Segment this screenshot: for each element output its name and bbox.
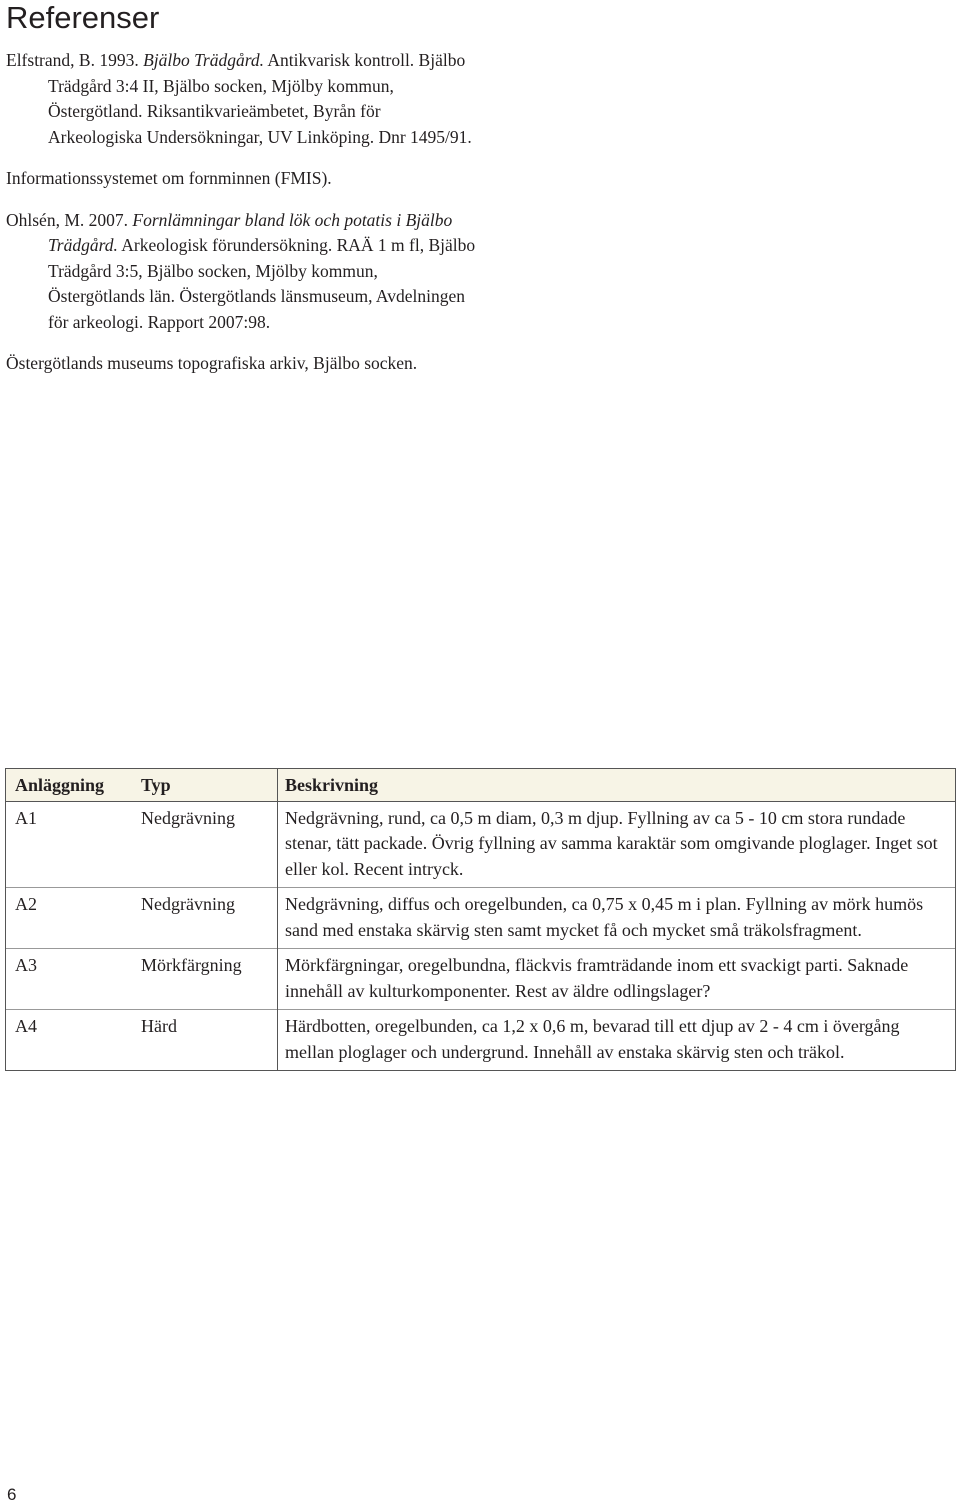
reference-text: Antikvarisk kontroll. Bjälbo Trädgård 3:4 II, Bjälbo socken, Mjölby kommun, Östergötland. Riksantikvarieämbetet, Byrån för Arkeologiska Undersökningar, UV Linköping. Dnr 1495/91. bbox=[48, 50, 472, 147]
table-row bbox=[6, 949, 955, 1010]
table-row bbox=[6, 1010, 955, 1071]
cell-type: Nedgrävning bbox=[132, 888, 278, 949]
table-row bbox=[6, 888, 955, 949]
cell-description: Härdbotten, oregelbunden, ca 1,2 x 0,6 m, bevarad till ett djup av 2 - 4 cm i övergång mellan ploglager och undergrund. Innehåll av enstaka skärvig sten och träkol. bbox=[278, 1010, 956, 1071]
features-table bbox=[5, 768, 956, 1071]
cell-type: Mörkfärgning bbox=[132, 949, 278, 1010]
reference-text: Östergötlands museums topografiska arkiv, Bjälbo socken. bbox=[6, 353, 418, 373]
reference-title: Fornlämningar bland lök och potatis i Bjälbo Trädgård. bbox=[48, 209, 453, 255]
reference-title: Bjälbo Trädgård. bbox=[143, 50, 264, 70]
cell-description: Mörkfärgningar, oregelbundna, fläckvis framträdande inom ett svackigt parti. Saknade innehåll av kulturkomponenter. Rest av äldre odlingslager? bbox=[278, 949, 956, 1010]
header-anlaggning: Anläggning bbox=[15, 775, 105, 795]
reference-ohlsen bbox=[6, 208, 476, 336]
page-number: 6 bbox=[7, 1485, 17, 1504]
cell-id: A1 bbox=[15, 807, 37, 828]
cell-description: Nedgrävning, rund, ca 0,5 m diam, 0,3 m djup. Fyllning av ca 5 - 10 cm stora rundade stenar, tätt packade. Övrig fyllning av samma karaktär som omgivande ploglager. Inget sot eller kol. Recent intryck. bbox=[278, 801, 956, 888]
cell-type: Nedgrävning bbox=[141, 807, 235, 828]
reference-fmis bbox=[6, 166, 476, 192]
reference-text: Informationssystemet om fornminnen (FMIS). bbox=[6, 168, 332, 188]
reference-text: Ohlsén, M. 2007. bbox=[6, 209, 133, 230]
cell-id: A2 bbox=[6, 888, 132, 949]
reference-list bbox=[6, 48, 476, 393]
header-typ: Typ bbox=[141, 775, 171, 795]
cell-description: Nedgrävning, diffus och oregelbunden, ca 0,75 x 0,45 m i plan. Fyllning av mörk humös sand med enstaka skärvig sten samt mycket få och mycket små träkolsfragment. bbox=[278, 888, 956, 949]
reference-text: Arkeologisk förundersökning. RAÄ 1 m fl, Bjälbo Trädgård 3:5, Bjälbo socken, Mjölby kommun, Östergötlands län. Östergötlands länsmuseum, Avdelningen för arkeologi. Rapport 2007:98. bbox=[48, 235, 476, 332]
table-header-row bbox=[6, 769, 955, 801]
table-row bbox=[6, 801, 955, 888]
reference-topografiska-arkiv bbox=[6, 351, 476, 377]
reference-elfstrand bbox=[6, 48, 476, 150]
cell-type: Härd bbox=[132, 1010, 278, 1071]
page-heading: Referenser bbox=[6, 0, 160, 35]
cell-id: A3 bbox=[6, 949, 132, 1010]
cell-id: A4 bbox=[6, 1010, 132, 1071]
header-beskrivning: Beskrivning bbox=[278, 769, 956, 801]
reference-text: Elfstrand, B. 1993. bbox=[6, 50, 144, 70]
